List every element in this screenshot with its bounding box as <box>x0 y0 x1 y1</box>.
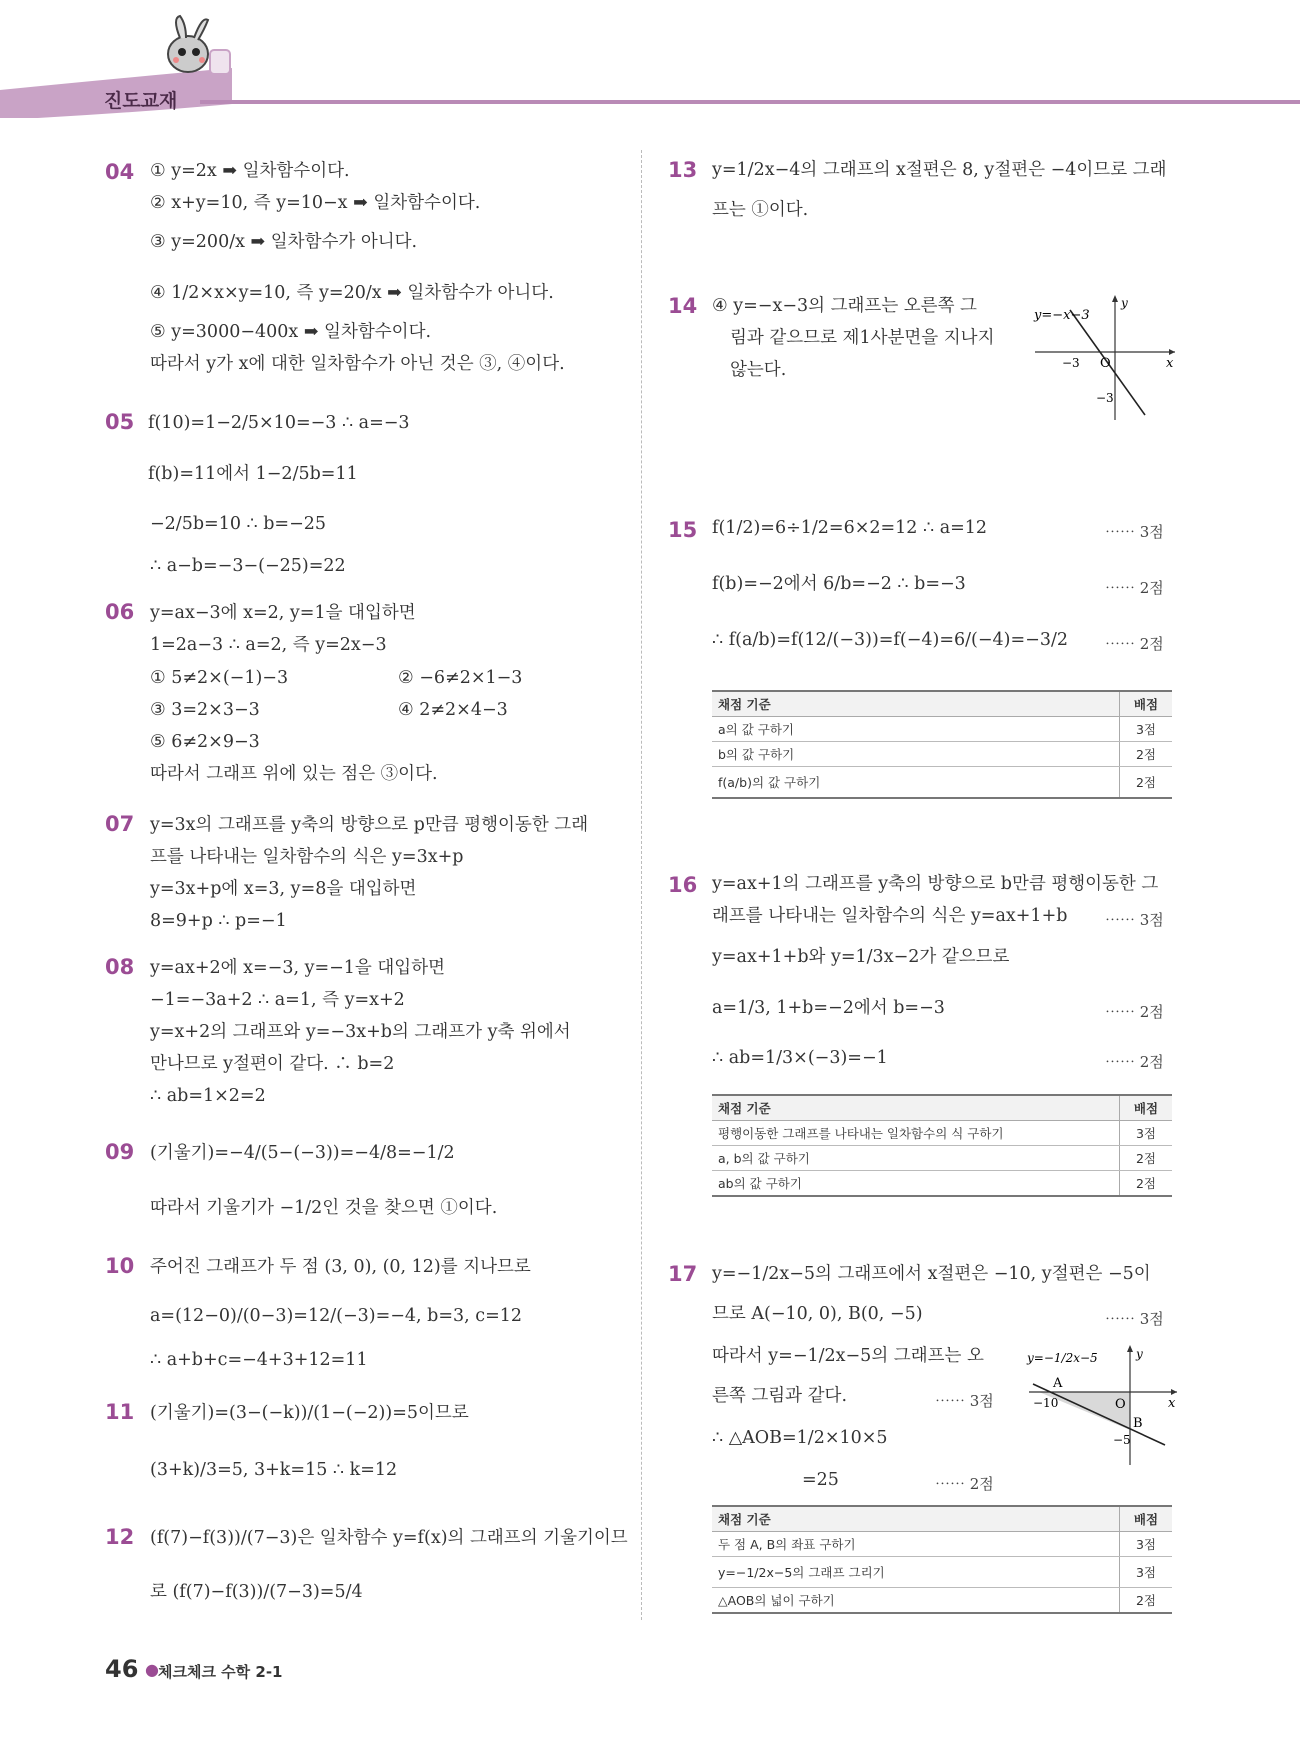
solution-line: 따라서 그래프 위에 있는 점은 ③이다. <box>150 764 438 784</box>
rubric-criterion: b의 값 구하기 <box>712 742 1120 767</box>
x-label: x <box>1168 1396 1176 1411</box>
table-row <box>712 1121 1172 1146</box>
score-mark: ⋯⋯ 3점 <box>1105 911 1164 929</box>
rubric-points: 2점 <box>1120 1146 1173 1171</box>
solution-line: y=x+2의 그래프와 y=−3x+b의 그래프가 y축 위에서 <box>150 1022 571 1042</box>
rubric-points: 3점 <box>1120 717 1173 742</box>
table-row <box>712 1146 1172 1171</box>
problem-number: 10 <box>105 1254 135 1278</box>
solution-line: ③ y=200/x ➡ 일차함수가 아니다. <box>150 232 418 252</box>
point-b-label: B <box>1133 1416 1143 1431</box>
x-intercept-label: −10 <box>1033 1396 1059 1410</box>
score-mark: ⋯⋯ 2점 <box>1105 635 1164 653</box>
rubric-header: 배점 <box>1120 1506 1173 1532</box>
y-intercept-label: −5 <box>1113 1433 1131 1447</box>
solution-line: a=1/3, 1+b=−2에서 b=−3 <box>712 998 945 1018</box>
graph-equation: y=−1/2x−5 <box>1027 1351 1098 1365</box>
solution-line: 8=9+p ∴ p=−1 <box>150 911 287 931</box>
score-mark: ⋯⋯ 3점 <box>935 1392 994 1410</box>
scoring-table <box>712 1505 1172 1614</box>
solution-line: ④ y=−x−3의 그래프는 오른쪽 그 <box>712 296 977 316</box>
solution-line: 따라서 y=−1/2x−5의 그래프는 오 <box>712 1346 984 1366</box>
solution-line: (f(7)−f(3))/(7−3)은 일차함수 y=f(x)의 그래프의 기울기이므 <box>150 1528 628 1548</box>
graph-equation: y=−x−3 <box>1034 308 1090 323</box>
solution-line: ① 5≠2×(−1)−3 <box>150 668 289 688</box>
solution-line: ∴ a−b=−3−(−25)=22 <box>150 556 346 576</box>
problem-number: 05 <box>105 410 135 434</box>
solution-line: 않는다. <box>730 360 787 380</box>
problem-number: 16 <box>668 873 698 897</box>
solution-line: −1=−3a+2 ∴ a=1, 즉 y=x+2 <box>150 990 405 1010</box>
graph-figure <box>1030 290 1180 425</box>
rubric-header: 채점 기준 <box>712 691 1120 717</box>
score-mark: ⋯⋯ 2점 <box>935 1475 994 1493</box>
table-row <box>712 1588 1172 1614</box>
problem-number: 07 <box>105 812 135 836</box>
solution-line: 른쪽 그림과 같다. <box>712 1386 848 1406</box>
solution-line: 따라서 y가 x에 대한 일차함수가 아닌 것은 ③, ④이다. <box>150 354 565 374</box>
problem-number: 15 <box>668 518 698 542</box>
y-label: y <box>1136 1347 1143 1361</box>
solution-line: ④ 2≠2×4−3 <box>398 700 508 720</box>
solution-line: ⑤ 6≠2×9−3 <box>150 732 260 752</box>
rubric-points: 2점 <box>1120 742 1173 767</box>
problem-number: 12 <box>105 1525 135 1549</box>
rubric-criterion: a, b의 값 구하기 <box>712 1146 1120 1171</box>
solution-line: y=3x+p에 x=3, y=8을 대입하면 <box>150 879 417 899</box>
solution-line: ∴ ab=1×2=2 <box>150 1086 266 1106</box>
y-label: y <box>1121 296 1128 310</box>
solution-line: y=1/2x−4의 그래프의 x절편은 8, y절편은 −4이므로 그래 <box>712 160 1167 180</box>
x-intercept-label: −3 <box>1062 356 1080 370</box>
rubric-criterion: y=−1/2x−5의 그래프 그리기 <box>712 1557 1120 1588</box>
solution-line: 주어진 그래프가 두 점 (3, 0), (0, 12)를 지나므로 <box>150 1257 531 1277</box>
y-intercept-label: −3 <box>1096 391 1114 405</box>
solution-line: ① y=2x ➡ 일차함수이다. <box>150 161 350 181</box>
solution-line: 므로 A(−10, 0), B(0, −5) <box>712 1304 923 1324</box>
solution-line: (3+k)/3=5, 3+k=15 ∴ k=12 <box>150 1460 398 1480</box>
column-divider <box>641 150 642 1620</box>
point-a-label: A <box>1053 1376 1063 1391</box>
rubric-criterion: f(a/b)의 값 구하기 <box>712 767 1120 799</box>
solution-line: 프는 ①이다. <box>712 200 809 220</box>
origin-label: O <box>1100 356 1111 371</box>
scoring-table <box>712 690 1172 799</box>
origin-label: O <box>1115 1397 1126 1412</box>
score-mark: ⋯⋯ 3점 <box>1105 523 1164 541</box>
rubric-criterion: 평행이동한 그래프를 나타내는 일차함수의 식 구하기 <box>712 1121 1120 1146</box>
table-row <box>712 742 1172 767</box>
solution-line: ② x+y=10, 즉 y=10−x ➡ 일차함수이다. <box>150 193 481 213</box>
rubric-points: 2점 <box>1120 1171 1173 1197</box>
solution-line: 따라서 기울기가 −1/2인 것을 찾으면 ①이다. <box>150 1198 498 1218</box>
solution-line: f(b)=−2에서 6/b=−2 ∴ b=−3 <box>712 574 966 594</box>
rubric-criterion: ab의 값 구하기 <box>712 1171 1120 1197</box>
solution-line: (기울기)=(3−(−k))/(1−(−2))=5이므로 <box>150 1403 469 1423</box>
problem-number: 08 <box>105 955 135 979</box>
solution-line: 래프를 나타내는 일차함수의 식은 y=ax+1+b <box>712 906 1068 926</box>
rubric-points: 3점 <box>1120 1121 1173 1146</box>
solution-line: −2/5b=10 ∴ b=−25 <box>150 514 327 534</box>
rubric-header: 채점 기준 <box>712 1506 1120 1532</box>
score-mark: ⋯⋯ 2점 <box>1105 1003 1164 1021</box>
solution-line: 림과 같으므로 제1사분면을 지나지 <box>730 328 995 348</box>
solution-line: ∴ △AOB=1/2×10×5 <box>712 1428 888 1448</box>
solution-line: 만나므로 y절편이 같다. ∴ b=2 <box>150 1054 395 1074</box>
solution-line: a=(12−0)/(0−3)=12/(−3)=−4, b=3, c=12 <box>150 1306 523 1326</box>
rubric-points: 2점 <box>1120 1588 1173 1614</box>
problem-number: 06 <box>105 600 135 624</box>
solution-line: y=ax+1+b와 y=1/3x−2가 같으므로 <box>712 947 1010 967</box>
book-title: 체크체크 수학 2-1 <box>158 1663 283 1681</box>
table-row <box>712 1171 1172 1197</box>
solution-line: (기울기)=−4/(5−(−3))=−4/8=−1/2 <box>150 1143 455 1163</box>
rubric-header: 배점 <box>1120 691 1173 717</box>
mascot-icon <box>150 14 235 86</box>
table-row <box>712 1557 1172 1588</box>
solution-line: 로 (f(7)−f(3))/(7−3)=5/4 <box>150 1582 363 1602</box>
header-label: 진도교재 <box>104 90 178 112</box>
solution-line: ② −6≠2×1−3 <box>398 668 523 688</box>
solution-line: y=−1/2x−5의 그래프에서 x절편은 −10, y절편은 −5이 <box>712 1264 1151 1284</box>
solution-line: ∴ f(a/b)=f(12/(−3))=f(−4)=6/(−4)=−3/2 <box>712 630 1068 650</box>
solution-line: y=ax+2에 x=−3, y=−1을 대입하면 <box>150 958 446 978</box>
solution-line: 프를 나타내는 일차함수의 식은 y=3x+p <box>150 847 464 867</box>
table-row <box>712 767 1172 799</box>
graph-figure <box>1025 1340 1185 1470</box>
problem-number: 09 <box>105 1140 135 1164</box>
solution-line: y=ax+1의 그래프를 y축의 방향으로 b만큼 평행이동한 그 <box>712 874 1159 894</box>
solution-line: ③ 3=2×3−3 <box>150 700 260 720</box>
score-mark: ⋯⋯ 2점 <box>1105 1053 1164 1071</box>
solution-line: y=ax−3에 x=2, y=1을 대입하면 <box>150 603 416 623</box>
rubric-header: 배점 <box>1120 1095 1173 1121</box>
solution-line: ∴ a+b+c=−4+3+12=11 <box>150 1350 368 1370</box>
solution-line: y=3x의 그래프를 y축의 방향으로 p만큼 평행이동한 그래 <box>150 815 589 835</box>
problem-number: 11 <box>105 1400 135 1424</box>
problem-number: 04 <box>105 160 135 184</box>
rubric-criterion: △AOB의 넓이 구하기 <box>712 1588 1120 1614</box>
rubric-criterion: 두 점 A, B의 좌표 구하기 <box>712 1532 1120 1557</box>
page-number: 46 <box>105 1655 139 1683</box>
header-rule <box>200 100 1300 104</box>
problem-number: 17 <box>668 1262 698 1286</box>
rubric-points: 3점 <box>1120 1532 1173 1557</box>
solution-line: f(10)=1−2/5×10=−3 ∴ a=−3 <box>148 413 410 433</box>
solution-line: 1=2a−3 ∴ a=2, 즉 y=2x−3 <box>150 635 387 655</box>
rubric-points: 2점 <box>1120 767 1173 799</box>
scoring-table <box>712 1094 1172 1197</box>
table-row <box>712 1532 1172 1557</box>
x-label: x <box>1166 356 1174 371</box>
bullet-icon: ● <box>145 1660 159 1679</box>
problem-number: 14 <box>668 294 698 318</box>
solution-line: =25 <box>802 1470 839 1490</box>
solution-line: f(b)=11에서 1−2/5b=11 <box>148 464 358 484</box>
rubric-header: 채점 기준 <box>712 1095 1120 1121</box>
rubric-criterion: a의 값 구하기 <box>712 717 1120 742</box>
solution-line: ∴ ab=1/3×(−3)=−1 <box>712 1048 888 1068</box>
solution-line: ④ 1/2×x×y=10, 즉 y=20/x ➡ 일차함수가 아니다. <box>150 283 554 303</box>
table-row <box>712 717 1172 742</box>
score-mark: ⋯⋯ 3점 <box>1105 1310 1164 1328</box>
problem-number: 13 <box>668 158 698 182</box>
solution-line: ⑤ y=3000−400x ➡ 일차함수이다. <box>150 322 432 342</box>
score-mark: ⋯⋯ 2점 <box>1105 579 1164 597</box>
rubric-points: 3점 <box>1120 1557 1173 1588</box>
solution-line: f(1/2)=6÷1/2=6×2=12 ∴ a=12 <box>712 518 988 538</box>
